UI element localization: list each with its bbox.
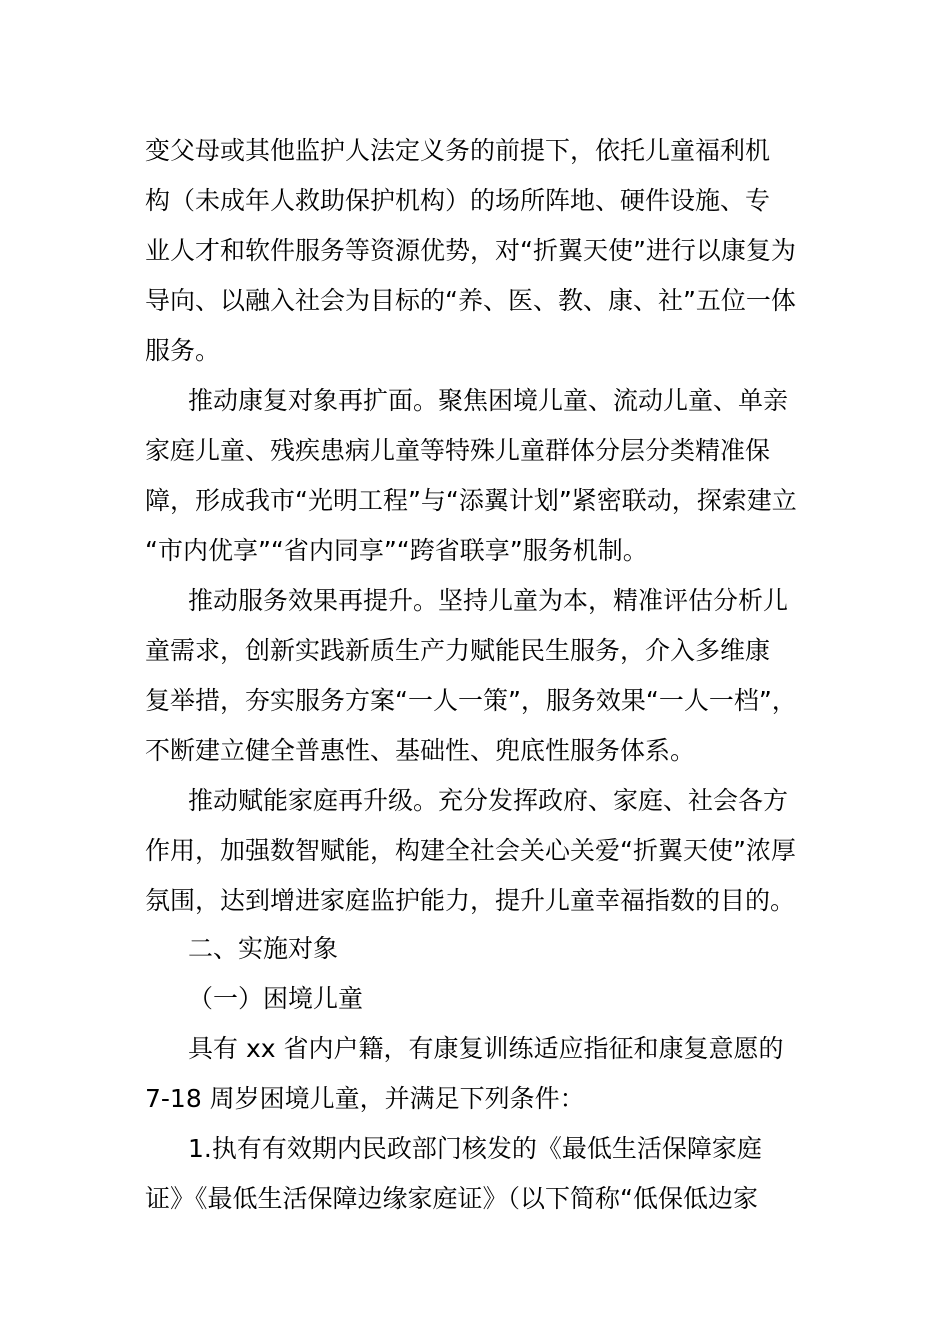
text-line: 氛围，达到增进家庭监护能力，提升儿童幸福指数的目的。	[145, 886, 796, 915]
section-heading: 二、实施对象	[188, 934, 339, 963]
subsection-heading: （一）困境儿童	[188, 984, 364, 1013]
paragraph-first-line: 具有 xx 省内户籍，有康复训练适应指征和康复意愿的	[188, 1034, 784, 1063]
text-line: 不断建立健全普惠性、基础性、兜底性服务体系。	[145, 736, 696, 765]
paragraph-first-line: 推动康复对象再扩面。聚焦困境儿童、流动儿童、单亲	[188, 386, 789, 415]
paragraph-first-line: 推动赋能家庭再升级。充分发挥政府、家庭、社会各方	[188, 786, 789, 815]
text-line: 7-18 周岁困境儿童，并满足下列条件：	[145, 1084, 585, 1113]
text-line: 障，形成我市“光明工程”与“添翼计划”紧密联动，探索建立	[145, 486, 797, 515]
text-line: 业人才和软件服务等资源优势，对“折翼天使”进行以康复为	[145, 236, 796, 265]
text-line: 构（未成年人救助保护机构）的场所阵地、硬件设施、专	[145, 186, 771, 215]
text-line: 变父母或其他监护人法定义务的前提下，依托儿童福利机	[145, 136, 771, 165]
text-line: 家庭儿童、残疾患病儿童等特殊儿童群体分层分类精准保	[145, 436, 771, 465]
text-line: 作用，加强数智赋能，构建全社会关心关爱“折翼天使”浓厚	[145, 836, 796, 865]
text-line: 导向、以融入社会为目标的“养、医、教、康、社”五位一体	[145, 286, 796, 315]
text-line: 童需求，创新实践新质生产力赋能民生服务，介入多维康	[145, 636, 771, 665]
text-line: “市内优享”“省内同享”“跨省联享”服务机制。	[145, 536, 648, 565]
list-item-first-line: 1.执有有效期内民政部门核发的《最低生活保障家庭	[188, 1134, 762, 1163]
text-line: 证》《最低生活保障边缘家庭证》（以下简称“低保低边家	[145, 1184, 758, 1213]
text-line: 服务。	[145, 336, 221, 365]
paragraph-first-line: 推动服务效果再提升。坚持儿童为本，精准评估分析儿	[188, 586, 789, 615]
text-line: 复举措，夯实服务方案“一人一策”，服务效果“一人一档”，	[145, 686, 797, 715]
